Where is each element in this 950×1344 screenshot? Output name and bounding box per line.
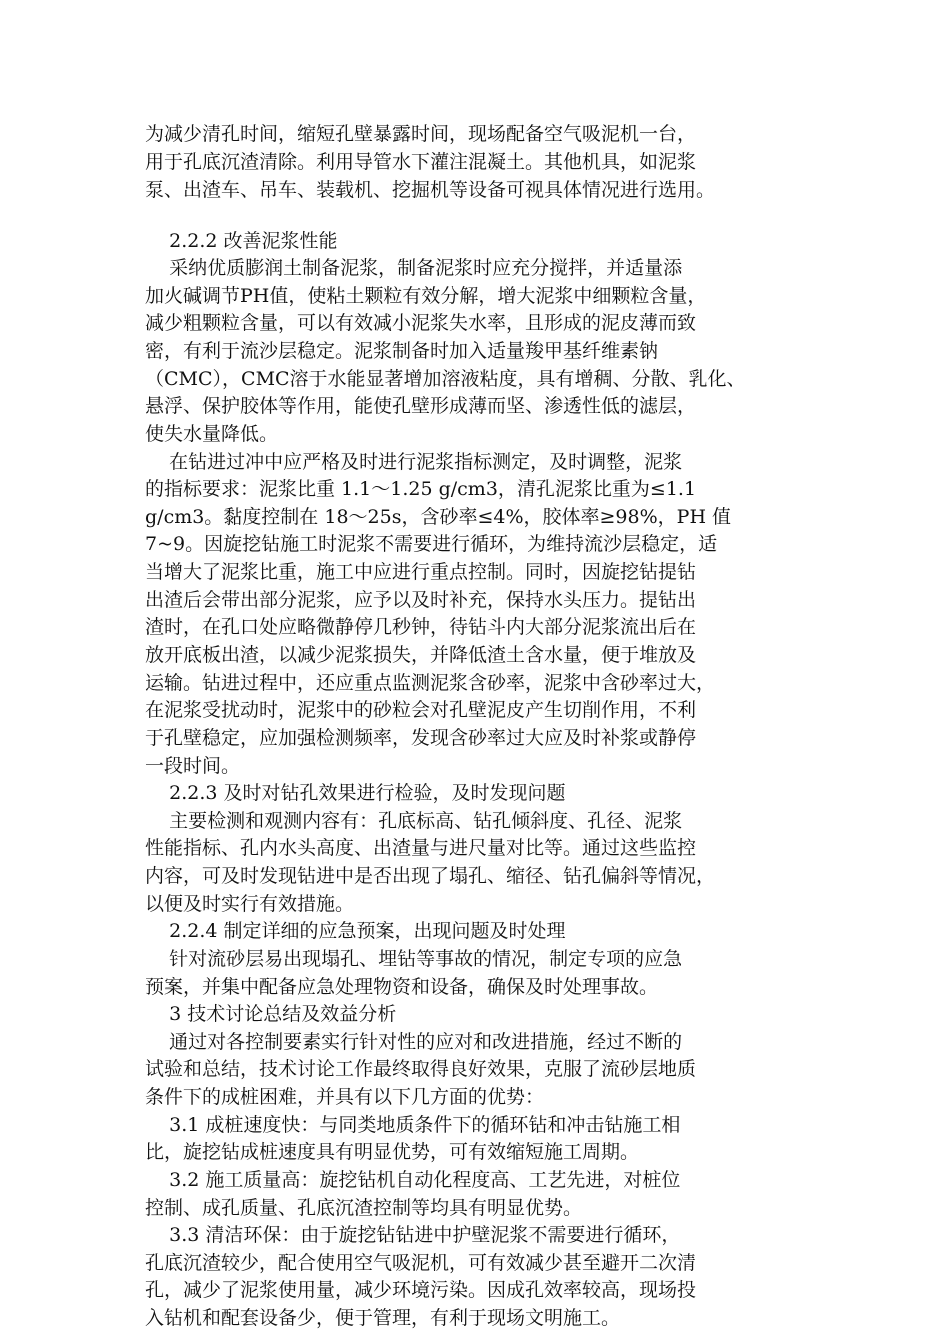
text-line: 泵、出渣车、吊车、装载机、挖掘机等设备可视具体情况进行选用。 [145,179,716,201]
text-line: 3.3 清洁环保：由于旋挖钻钻进中护壁泥浆不需要进行循环， [145,1224,681,1246]
text-line: 控制、成孔质量、孔底沉渣控制等均具有明显优势。 [145,1197,583,1219]
text-line: g/cm3。黏度控制在 18～25s，含砂率≤4%，胶体率≥98%，PH 值 [145,506,732,528]
text-line: 密，有利于流沙层稳定。泥浆制备时加入适量羧甲基纤维素钠 [145,340,659,362]
text-line: 比，旋挖钻成桩速度具有明显优势，可有效缩短施工周期。 [145,1141,640,1163]
text-line: 预案，并集中配备应急处理物资和设备，确保及时处理事故。 [145,976,659,998]
text-line: 悬浮、保护胶体等作用，能使孔壁形成薄而坚、渗透性低的滤层， [145,395,697,417]
text-line: 一段时间。 [145,755,241,777]
text-line: 在泥浆受扰动时，泥浆中的砂粒会对孔壁泥皮产生切削作用，不利 [145,699,697,721]
text-line: 减少粗颗粒含量，可以有效减小泥浆失水率，且形成的泥皮薄而致 [145,312,697,334]
text-line: 在钻进过冲中应严格及时进行泥浆指标测定，及时调整，泥浆 [145,451,683,473]
text-line: 渣时，在孔口处应略微静停几秒钟，待钻斗内大部分泥浆流出后在 [145,616,697,638]
text-line: 的指标要求：泥浆比重 1.1～1.25 g/cm3，清孔泥浆比重为≤1.1 [145,478,697,500]
text-line: 使失水量降低。 [145,423,279,445]
section-heading: 3 技术讨论总结及效益分析 [145,1003,397,1025]
text-line: 采纳优质膨润土制备泥浆，制备泥浆时应充分搅拌，并适量添 [145,257,683,279]
text-line: 孔，减少了泥浆使用量，减少环境污染。因成孔效率较高，现场投 [145,1279,697,1301]
text-line: 加火碱调节PH值，使粘土颗粒有效分解，增大泥浆中细颗粒含量， [145,285,707,307]
text-line: 入钻机和配套设备少，便于管理，有利于现场文明施工。 [145,1307,621,1329]
section-heading: 2.2.4 制定详细的应急预案，出现问题及时处理 [145,920,566,942]
text-line: 孔底沉渣较少，配合使用空气吸泥机，可有效减少甚至避开二次清 [145,1252,697,1274]
text-line: 7~9。因旋挖钻施工时泥浆不需要进行循环，为维持流沙层稳定，适 [145,533,718,555]
text-line: 内容，可及时发现钻进中是否出现了塌孔、缩径、钻孔偏斜等情况， [145,865,716,887]
text-line: 当增大了泥浆比重，施工中应进行重点控制。同时，因旋挖钻提钻 [145,561,697,583]
text-line: 试验和总结，技术讨论工作最终取得良好效果，克服了流砂层地质 [145,1058,697,1080]
text-line: 为减少清孔时间，缩短孔壁暴露时间，现场配备空气吸泥机一台， [145,123,697,145]
text-line: 针对流砂层易出现塌孔、埋钻等事故的情况，制定专项的应急 [145,948,683,970]
text-line: 主要检测和观测内容有：孔底标高、钻孔倾斜度、孔径、泥浆 [145,810,683,832]
text-line: 3.2 施工质量高：旋挖钻机自动化程度高、工艺先进，对桩位 [145,1169,681,1191]
text-line: （CMC），CMC溶于水能显著增加溶液粘度，具有增稠、分散、乳化、 [145,368,746,390]
text-line: 3.1 成桩速度快：与同类地质条件下的循环钻和冲击钻施工相 [145,1114,681,1136]
section-heading: 2.2.3 及时对钻孔效果进行检验，及时发现问题 [145,782,566,804]
text-line: 条件下的成桩困难，并具有以下几方面的优势： [145,1086,545,1108]
text-line: 以便及时实行有效措施。 [145,893,355,915]
text-line: 于孔壁稳定，应加强检测频率，发现含砂率过大应及时补浆或静停 [145,727,697,749]
text-line: 出渣后会带出部分泥浆，应予以及时补充，保持水头压力。提钻出 [145,589,697,611]
text-line: 放开底板出渣，以减少泥浆损失，并降低渣土含水量，便于堆放及 [145,644,697,666]
text-line: 通过对各控制要素实行针对性的应对和改进措施，经过不断的 [145,1031,683,1053]
section-heading: 2.2.2 改善泥浆性能 [145,230,338,252]
text-line: 性能指标、孔内水头高度、出渣量与进尺量对比等。通过这些监控 [145,837,697,859]
text-line: 运输。钻进过程中，还应重点监测泥浆含砂率，泥浆中含砂率过大， [145,672,716,694]
text-line: 用于孔底沉渣清除。利用导管水下灌注混凝土。其他机具，如泥浆 [145,151,697,173]
